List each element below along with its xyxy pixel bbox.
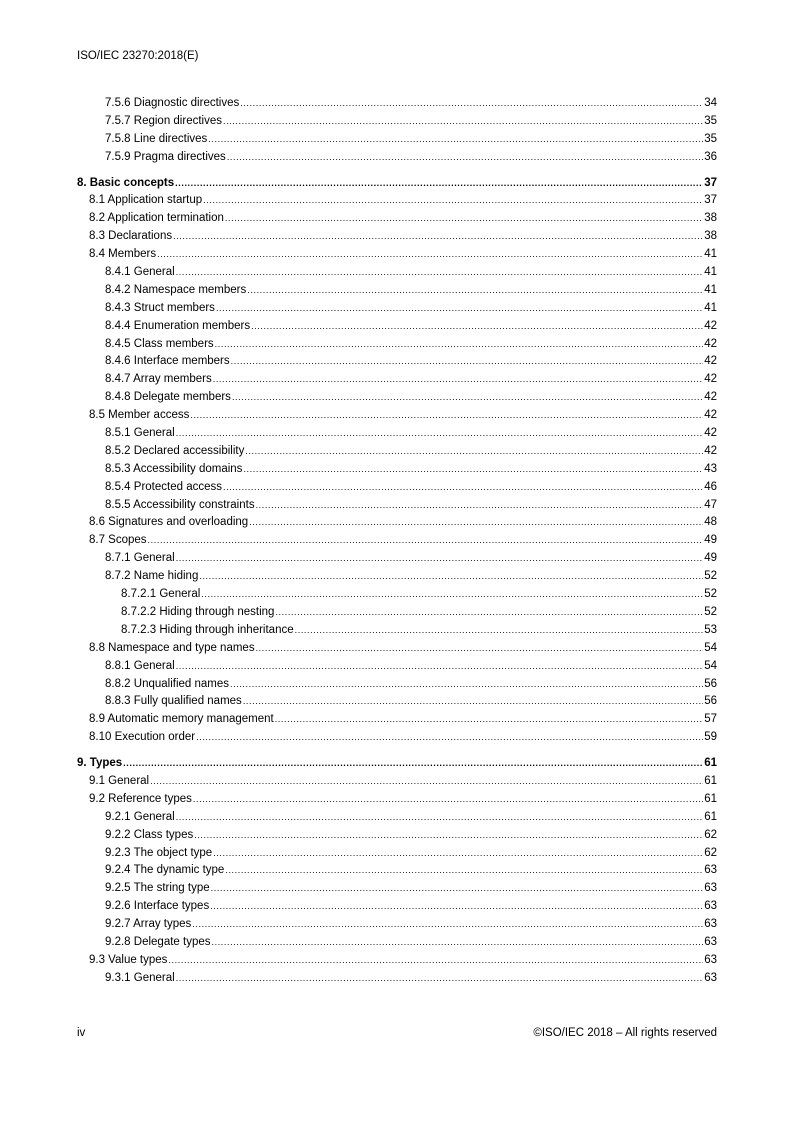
- toc-dot-leader: [275, 604, 703, 622]
- toc-entry-page: 54: [704, 641, 717, 654]
- toc-entry-title: 8.5.4 Protected access: [105, 480, 222, 493]
- toc-entry[interactable]: [77, 827, 717, 845]
- toc-dot-leader: [240, 95, 703, 113]
- toc-entry[interactable]: [77, 658, 717, 676]
- toc-dot-leader: [295, 622, 704, 640]
- toc-entry-title: 8.4.4 Enumeration members: [105, 319, 251, 332]
- toc-entry[interactable]: [77, 809, 717, 827]
- toc-entry-page: 46: [704, 480, 717, 493]
- toc-entry-page: 48: [704, 516, 717, 529]
- toc-entry-page: 42: [704, 444, 717, 457]
- toc-entry-title: 8.9 Automatic memory management: [89, 713, 274, 726]
- toc-entry-page: 62: [704, 828, 717, 841]
- toc-entry[interactable]: [77, 586, 717, 604]
- toc-entry-title: 7.5.9 Pragma directives: [105, 150, 226, 163]
- toc-entry-page: 42: [704, 355, 717, 368]
- page-header: [77, 50, 198, 62]
- toc-entry-title: 8. Basic concepts: [77, 176, 175, 189]
- toc-entry-title: 8.7.2 Name hiding: [105, 570, 199, 583]
- toc-entry-page: 57: [704, 713, 717, 726]
- copyright-notice: ©ISO/IEC 2018 – All rights reserved: [533, 1027, 717, 1039]
- toc-entry-page: 49: [704, 552, 717, 565]
- toc-entry-page: 59: [704, 731, 717, 744]
- toc-entry-title: 8.8.1 General: [105, 659, 175, 672]
- toc-entry[interactable]: [77, 282, 717, 300]
- toc-entry-page: 61: [704, 757, 717, 770]
- toc-entry-title: 7.5.6 Diagnostic directives: [105, 97, 240, 109]
- toc-dot-leader: [123, 755, 703, 773]
- toc-entry-page: 63: [704, 882, 717, 895]
- toc-dot-leader: [203, 192, 703, 210]
- toc-entry[interactable]: [77, 300, 717, 318]
- toc-dot-leader: [256, 640, 704, 658]
- toc-dot-leader: [243, 461, 703, 479]
- toc-entry[interactable]: [77, 952, 717, 970]
- toc-entry-page: 41: [704, 301, 717, 314]
- toc-entry-title: 8.4.5 Class members: [105, 337, 214, 350]
- toc-dot-leader: [216, 300, 703, 318]
- toc-dot-leader: [173, 228, 703, 246]
- toc-entry-page: 47: [704, 498, 717, 511]
- toc-dot-leader: [232, 389, 703, 407]
- toc-entry[interactable]: [77, 773, 717, 791]
- toc-dot-leader: [275, 711, 703, 729]
- toc-entry[interactable]: [77, 336, 717, 354]
- toc-entry[interactable]: [77, 514, 717, 532]
- toc-chapter-entry[interactable]: [77, 175, 717, 193]
- toc-chapter-entry[interactable]: [77, 755, 717, 773]
- toc-entry[interactable]: [77, 318, 717, 336]
- toc-entry-page: 41: [704, 283, 717, 296]
- toc-entry-page: 63: [704, 971, 717, 984]
- toc-entry-page: 42: [704, 337, 717, 350]
- toc-entry-title: 8.4.1 General: [105, 266, 175, 279]
- toc-entry-title: 8.7 Scopes: [89, 534, 147, 547]
- toc-entry-page: 34: [704, 97, 717, 109]
- toc-entry-page: 52: [704, 605, 717, 618]
- toc-dot-leader: [227, 149, 703, 167]
- toc-entry[interactable]: [77, 845, 717, 863]
- toc-dot-leader: [168, 952, 703, 970]
- toc-entry-title: 8.4.8 Delegate members: [105, 391, 231, 404]
- toc-entry-title: 8.8 Namespace and type names: [89, 641, 255, 654]
- toc-entry[interactable]: [77, 371, 717, 389]
- page-number: iv: [77, 1027, 86, 1039]
- toc-entry-title: 8.8.2 Unqualified names: [105, 677, 230, 690]
- toc-dot-leader: [230, 676, 703, 694]
- toc-entry-page: 56: [704, 677, 717, 690]
- toc-entry-page: 42: [704, 427, 717, 440]
- toc-entry[interactable]: [77, 693, 717, 711]
- toc-dot-leader: [243, 693, 703, 711]
- toc-entry[interactable]: [77, 711, 717, 729]
- toc-entry[interactable]: [77, 264, 717, 282]
- toc-entry-page: 63: [704, 953, 717, 966]
- toc-dot-leader: [249, 514, 703, 532]
- toc-entry-page: 42: [704, 409, 717, 422]
- toc-dot-leader: [225, 862, 703, 880]
- toc-entry-title: 8.8.3 Fully qualified names: [105, 695, 242, 708]
- toc-dot-leader: [175, 175, 703, 193]
- toc-entry-title: 9. Types: [77, 757, 123, 770]
- toc-dot-leader: [148, 532, 704, 550]
- toc-dot-leader: [150, 773, 703, 791]
- toc-entry-page: 63: [704, 935, 717, 948]
- toc-entry-title: 8.6 Signatures and overloading: [89, 516, 249, 529]
- toc-entry[interactable]: [77, 461, 717, 479]
- toc-dot-leader: [176, 970, 704, 988]
- toc-entry[interactable]: [77, 676, 717, 694]
- toc-entry[interactable]: [77, 622, 717, 640]
- toc-entry-page: 63: [704, 864, 717, 877]
- toc-entry-page: 61: [704, 810, 717, 823]
- toc-entry-title: 8.5.3 Accessibility domains: [105, 462, 243, 475]
- toc-entry-page: 35: [704, 114, 717, 127]
- toc-entry-title: 8.4.2 Namespace members: [105, 283, 247, 296]
- toc-entry-page: 38: [704, 230, 717, 243]
- toc-entry[interactable]: [77, 532, 717, 550]
- toc-entry[interactable]: [77, 916, 717, 934]
- toc-entry-title: 9.2.5 The string type: [105, 882, 210, 895]
- toc-entry-title: 9.2 Reference types: [89, 792, 192, 805]
- toc-dot-leader: [251, 318, 703, 336]
- toc-entry[interactable]: [77, 210, 717, 228]
- toc-entry-title: 9.3 Value types: [89, 953, 168, 966]
- toc-dot-leader: [210, 898, 703, 916]
- toc-dot-leader: [201, 586, 703, 604]
- toc-dot-leader: [225, 210, 703, 228]
- toc-entry[interactable]: [77, 862, 717, 880]
- toc-dot-leader: [192, 916, 703, 934]
- toc-dot-leader: [245, 443, 703, 461]
- toc-dot-leader: [193, 791, 703, 809]
- toc-entry-page: 56: [704, 695, 717, 708]
- toc-entry-page: 41: [704, 248, 717, 261]
- toc-entry[interactable]: [77, 95, 717, 113]
- toc-entry-title: 7.5.7 Region directives: [105, 114, 222, 127]
- toc-entry[interactable]: [77, 425, 717, 443]
- toc-entry[interactable]: [77, 131, 717, 149]
- toc-entry-title: 9.2.7 Array types: [105, 918, 192, 931]
- toc-entry-title: 8.7.1 General: [105, 552, 175, 565]
- toc-entry-page: 63: [704, 918, 717, 931]
- toc-dot-leader: [199, 568, 703, 586]
- toc-dot-leader: [223, 113, 703, 131]
- toc-entry[interactable]: [77, 113, 717, 131]
- toc-entry-title: 8.7.2.3 Hiding through inheritance: [121, 623, 294, 636]
- toc-entry[interactable]: [77, 407, 717, 425]
- toc-entry-title: 9.2.3 The object type: [105, 846, 213, 859]
- table-of-contents: [77, 95, 717, 988]
- toc-entry[interactable]: [77, 550, 717, 568]
- toc-entry[interactable]: [77, 479, 717, 497]
- toc-dot-leader: [215, 336, 704, 354]
- toc-dot-leader: [194, 827, 703, 845]
- toc-entry[interactable]: [77, 934, 717, 952]
- toc-entry-page: 61: [704, 774, 717, 787]
- toc-entry[interactable]: [77, 640, 717, 658]
- toc-entry-title: 8.10 Execution order: [89, 731, 196, 744]
- toc-entry[interactable]: [77, 568, 717, 586]
- toc-entry-page: 41: [704, 266, 717, 279]
- toc-entry-title: 8.4 Members: [89, 248, 157, 261]
- toc-entry-page: 53: [704, 623, 717, 636]
- toc-entry[interactable]: [77, 192, 717, 210]
- toc-dot-leader: [212, 934, 704, 952]
- toc-entry-page: 37: [704, 194, 717, 207]
- toc-entry[interactable]: [77, 729, 717, 747]
- toc-entry[interactable]: [77, 443, 717, 461]
- toc-entry-title: 8.5 Member access: [89, 409, 190, 422]
- toc-dot-leader: [256, 497, 704, 515]
- toc-entry-title: 9.2.4 The dynamic type: [105, 864, 225, 877]
- toc-dot-leader: [213, 845, 703, 863]
- toc-dot-leader: [231, 353, 704, 371]
- toc-entry-page: 61: [704, 792, 717, 805]
- toc-entry-title: 7.5.8 Line directives: [105, 132, 208, 145]
- toc-entry[interactable]: [77, 497, 717, 515]
- toc-entry[interactable]: [77, 246, 717, 264]
- toc-entry[interactable]: [77, 604, 717, 622]
- toc-entry-page: 43: [704, 462, 717, 475]
- toc-dot-leader: [176, 658, 704, 676]
- toc-dot-leader: [176, 809, 704, 827]
- toc-dot-leader: [208, 131, 703, 149]
- toc-entry-title: 8.1 Application startup: [89, 194, 203, 207]
- toc-entry-page: 54: [704, 659, 717, 672]
- toc-entry-title: 9.2.2 Class types: [105, 828, 194, 841]
- toc-entry[interactable]: [77, 970, 717, 988]
- toc-entry-page: 42: [704, 319, 717, 332]
- toc-dot-leader: [176, 425, 704, 443]
- toc-entry-title: 8.3 Declarations: [89, 230, 173, 243]
- toc-dot-leader: [211, 880, 704, 898]
- toc-entry-title: 9.1 General: [89, 774, 150, 787]
- toc-entry-page: 37: [704, 176, 717, 189]
- toc-entry-title: 8.4.6 Interface members: [105, 355, 230, 368]
- toc-dot-leader: [176, 550, 704, 568]
- toc-dot-leader: [223, 479, 703, 497]
- toc-entry-page: 63: [704, 900, 717, 913]
- toc-entry-title: 8.4.7 Array members: [105, 373, 212, 386]
- toc-entry[interactable]: [77, 353, 717, 371]
- toc-entry-title: 8.4.3 Struct members: [105, 301, 215, 314]
- toc-entry-title: 9.2.8 Delegate types: [105, 935, 211, 948]
- toc-dot-leader: [157, 246, 703, 264]
- toc-entry-title: 8.7.2.2 Hiding through nesting: [121, 605, 275, 618]
- toc-entry-page: 62: [704, 846, 717, 859]
- page-footer: [77, 1027, 717, 1039]
- toc-entry[interactable]: [77, 228, 717, 246]
- toc-dot-leader: [190, 407, 703, 425]
- toc-entry[interactable]: [77, 898, 717, 916]
- toc-entry[interactable]: [77, 389, 717, 407]
- toc-entry-title: 9.2.6 Interface types: [105, 900, 210, 913]
- toc-entry-title: 8.2 Application termination: [89, 212, 224, 225]
- toc-entry[interactable]: [77, 149, 717, 167]
- toc-dot-leader: [176, 264, 704, 282]
- toc-entry-title: 8.5.1 General: [105, 427, 175, 440]
- document-id: ISO/IEC 23270:2018(E): [77, 50, 199, 62]
- toc-entry-title: 9.3.1 General: [105, 971, 175, 984]
- toc-entry-page: 52: [704, 570, 717, 583]
- toc-entry-page: 42: [704, 391, 717, 404]
- toc-entry-page: 38: [704, 212, 717, 225]
- toc-entry-title: 8.7.2.1 General: [121, 588, 201, 601]
- toc-entry-title: 9.2.1 General: [105, 810, 175, 823]
- toc-entry-page: 35: [704, 132, 717, 145]
- toc-entry-title: 8.5.2 Declared accessibility: [105, 444, 245, 457]
- toc-dot-leader: [213, 371, 703, 389]
- toc-entry-page: 52: [704, 588, 717, 601]
- toc-entry-page: 42: [704, 373, 717, 386]
- toc-dot-leader: [247, 282, 703, 300]
- toc-entry-page: 49: [704, 534, 717, 547]
- toc-dot-leader: [196, 729, 703, 747]
- toc-entry-page: 36: [704, 150, 717, 163]
- toc-entry[interactable]: [77, 880, 717, 898]
- toc-entry-title: 8.5.5 Accessibility constraints: [105, 498, 255, 511]
- toc-entry[interactable]: [77, 791, 717, 809]
